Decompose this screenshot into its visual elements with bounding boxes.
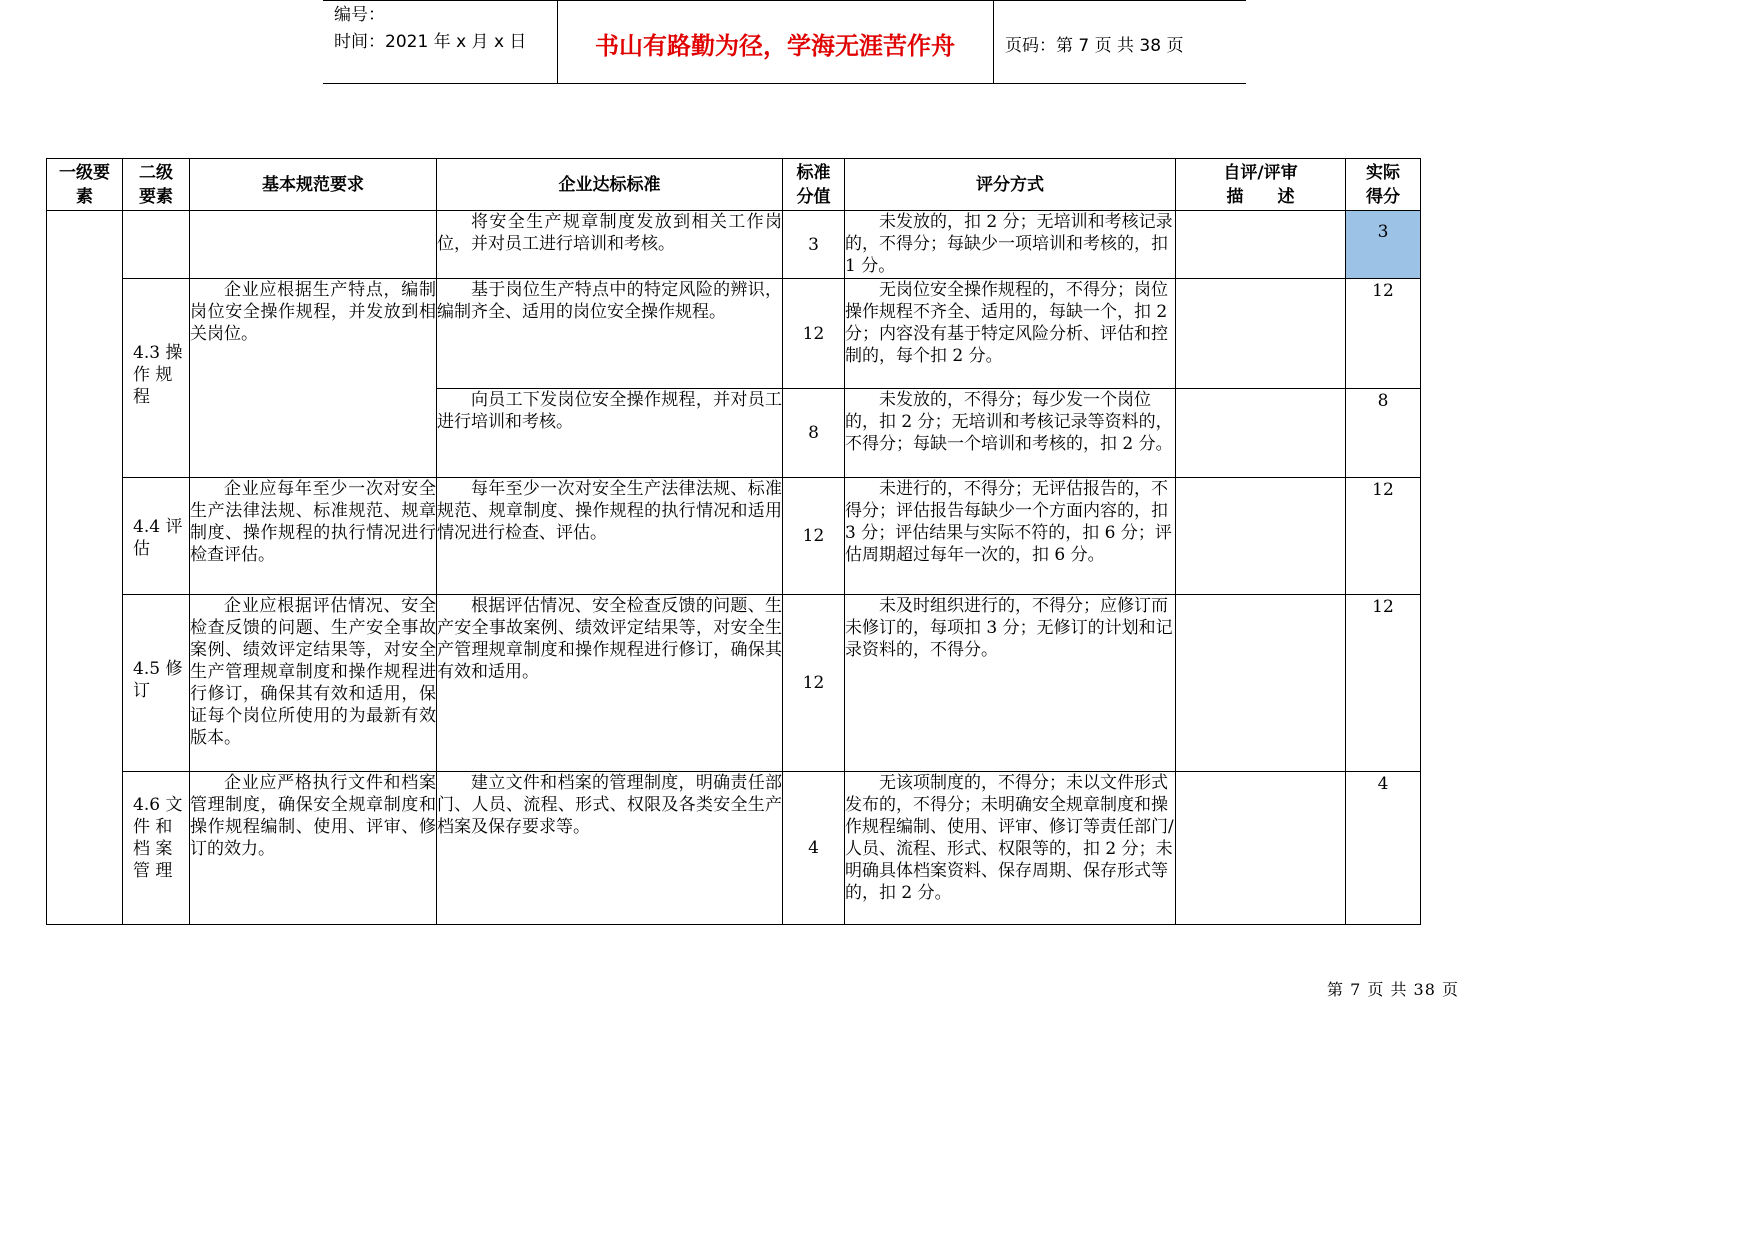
table-row xyxy=(47,279,1421,389)
header-motto: 书山有路勤为径，学海无涯苦作舟 xyxy=(595,31,955,60)
standard-score-cell: 3 xyxy=(783,211,845,279)
col-header-scoring: 评分方式 xyxy=(845,159,1176,211)
standard-score-cell: 4 xyxy=(783,772,845,925)
actual-score-cell[interactable]: 3 xyxy=(1346,211,1421,279)
col-header-level1: 一级要素 xyxy=(47,159,123,211)
actual-score-cell[interactable]: 4 xyxy=(1346,772,1421,925)
standard-cell: 将安全生产规章制度发放到相关工作岗位，并对员工进行培训和考核。 xyxy=(437,211,783,279)
serial-label: 编号： xyxy=(334,5,385,25)
review-cell[interactable] xyxy=(1176,478,1346,595)
basic-requirement-cell: 企业应根据生产特点，编制岗位安全操作规程，并发放到相关岗位。 xyxy=(190,279,437,478)
col-header-level2: 二级要素 xyxy=(123,159,190,211)
standard-cell: 建立文件和档案的管理制度，明确责任部门、人员、流程、形式、权限及各类安全生产档案及保存要求等。 xyxy=(437,772,783,925)
review-cell[interactable] xyxy=(1176,211,1346,279)
page-header xyxy=(323,0,1246,84)
standard-score-cell: 12 xyxy=(783,595,845,772)
review-cell[interactable] xyxy=(1176,389,1346,478)
scoring-method-cell: 无该项制度的，不得分；未以文件形式发布的，不得分；未明确安全规章制度和操作规程编制、使用、评审、修订等责任部门/人员、流程、形式、权限等的，扣 2 分；未明确具体档案资料、保存周期、保存形式等的，扣 2 分。 xyxy=(845,772,1176,925)
standards-table xyxy=(46,158,1421,925)
actual-score-cell[interactable]: 12 xyxy=(1346,595,1421,772)
col-header-std-score: 标准分值 xyxy=(783,159,845,211)
review-cell[interactable] xyxy=(1176,772,1346,925)
date-text: 时间：2021 年 x 月 x 日 xyxy=(334,32,527,52)
scoring-method-cell: 未进行的，不得分；无评估报告的，不得分；评估报告每缺少一个方面内容的，扣 3 分；评估结果与实际不符的，扣 6 分；评估周期超过每年一次的，扣 6 分。 xyxy=(845,478,1176,595)
col-header-basic: 基本规范要求 xyxy=(190,159,437,211)
level2-cell: 4.3 操 作 规程 xyxy=(123,279,190,478)
scoring-method-cell: 未发放的，不得分；每少发一个岗位的，扣 2 分；无培训和考核记录等资料的，不得分；每缺一个培训和考核的，扣 2 分。 xyxy=(845,389,1176,478)
header-top-rule xyxy=(323,0,1246,1)
review-cell[interactable] xyxy=(1176,279,1346,389)
actual-score-cell[interactable]: 8 xyxy=(1346,389,1421,478)
header-bottom-rule xyxy=(323,83,1246,84)
level2-cell xyxy=(123,211,190,279)
basic-requirement-cell: 企业应每年至少一次对安全生产法律法规、标准规范、规章制度、操作规程的执行情况进行检查评估。 xyxy=(190,478,437,595)
table-row xyxy=(47,211,1421,279)
standard-cell: 基于岗位生产特点中的特定风险的辨识，编制齐全、适用的岗位安全操作规程。 xyxy=(437,279,783,389)
level1-cell xyxy=(47,211,123,925)
table-row xyxy=(47,478,1421,595)
basic-requirement-cell: 企业应严格执行文件和档案管理制度，确保安全规章制度和操作规程编制、使用、评审、修订的效力。 xyxy=(190,772,437,925)
standard-cell: 根据评估情况、安全检查反馈的问题、生产安全事故案例、绩效评定结果等，对安全生产管理规章制度和操作规程进行修订，确保其有效和适用。 xyxy=(437,595,783,772)
scoring-method-cell: 未发放的，扣 2 分；无培训和考核记录的，不得分；每缺少一项培训和考核的，扣 1 分。 xyxy=(845,211,1176,279)
standard-cell: 向员工下发岗位安全操作规程，并对员工进行培训和考核。 xyxy=(437,389,783,478)
header-meta xyxy=(334,2,526,56)
scoring-method-cell: 无岗位安全操作规程的，不得分；岗位操作规程不齐全、适用的，每缺一个，扣 2 分；内容没有基于特定风险分析、评估和控制的，每个扣 2 分。 xyxy=(845,279,1176,389)
table-row xyxy=(47,772,1421,925)
header-page-number: 页码：第 7 页 共 38 页 xyxy=(1005,36,1184,56)
page-footer: 第 7 页 共 38 页 xyxy=(1327,980,1459,999)
level2-cell: 4.6 文 件 和 档 案 管 理 xyxy=(123,772,190,925)
standard-cell: 每年至少一次对安全生产法律法规、标准规范、规章制度、操作规程的执行情况和适用情况进行检查、评估。 xyxy=(437,478,783,595)
review-cell[interactable] xyxy=(1176,595,1346,772)
table-header-row xyxy=(47,159,1421,211)
level2-cell: 4.5 修订 xyxy=(123,595,190,772)
actual-score-cell[interactable]: 12 xyxy=(1346,478,1421,595)
header-divider xyxy=(993,0,994,84)
basic-requirement-cell: 企业应根据评估情况、安全检查反馈的问题、生产安全事故案例、绩效评定结果等，对安全生产管理规章制度和操作规程进行修订，确保其有效和适用，保证每个岗位所使用的为最新有效版本。 xyxy=(190,595,437,772)
table-row xyxy=(47,595,1421,772)
col-header-actual: 实际得分 xyxy=(1346,159,1421,211)
col-header-standard: 企业达标标准 xyxy=(437,159,783,211)
col-header-review: 自评/评审描 述 xyxy=(1176,159,1346,211)
actual-score-cell[interactable]: 12 xyxy=(1346,279,1421,389)
basic-requirement-cell xyxy=(190,211,437,279)
standard-score-cell: 12 xyxy=(783,279,845,389)
scoring-method-cell: 未及时组织进行的，不得分；应修订而未修订的，每项扣 3 分；无修订的计划和记录资料的，不得分。 xyxy=(845,595,1176,772)
level2-cell: 4.4 评估 xyxy=(123,478,190,595)
standard-score-cell: 12 xyxy=(783,478,845,595)
standard-score-cell: 8 xyxy=(783,389,845,478)
